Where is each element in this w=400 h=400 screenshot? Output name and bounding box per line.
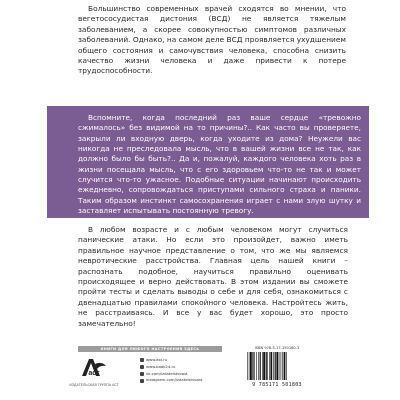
barcode-digits: 9 785171 501803 (252, 382, 302, 388)
contact-text: instagram.com/izdatelstvoast (146, 377, 203, 383)
contacts-list (140, 357, 220, 384)
contact-item[interactable] (140, 377, 220, 384)
web-icon (140, 365, 144, 369)
vk-icon (140, 372, 144, 376)
series-bar-text: КНИГИ ДЛЯ ЛЮБОГО НАСТРОЕНИЯ ЗДЕСЬ (100, 347, 200, 351)
intro-paragraph: Большинство современных врачей сходятся во мнении, что вегетососудистая дистония (ВСД) не является тяжелым заболеванием, а скорее совокупностью симптомов различных заболеваний. Однако, на самом деле ВСД проявляется ухудшением общего состояния и самочувствия человека, способна снизить качество жизни человека и даже привести к потере трудоспособности. (78, 4, 346, 76)
closing-paragraph: В любом возрасте и с любым человеком могут случиться панические атаки. Но если это произойдет, важно иметь правильное научное представление о том, что же мы являемся невротические расстройства. Главная цель нашей книги – распознать подобное, научиться правильно оценивать происходящее и верно действовать. В этом издании вы сможете пройти тесты и сделать выводы о себе и для себя, ознакомиться с двенадцатью правилами спокойного человека. Настройтесь жить, не расстраиваясь. И все у вас будет хорошо, это просто замечательно! (78, 225, 348, 328)
logo-text: аст (88, 370, 100, 377)
barcode (244, 351, 310, 381)
contact-text: www.ast.ru (146, 357, 168, 362)
globe-icon (140, 358, 144, 362)
contact-item[interactable] (140, 371, 220, 378)
contact-text: www.book24.ru (146, 363, 176, 369)
contact-item[interactable] (140, 357, 220, 364)
isbn-text: ISBN 978-5-17-150180-3 (254, 346, 300, 350)
contact-item[interactable] (140, 364, 220, 371)
instagram-icon (140, 379, 144, 383)
publisher-name: ИЗДАТЕЛЬСКАЯ ГРУППА АСТ (69, 383, 119, 387)
publisher-logo (80, 356, 108, 378)
series-bar (78, 346, 222, 352)
highlight-text: Вспомните, когда последний раз ваше сердце «тревожно сжималось» без видимой на то причины?.. Как часто вы проверяете, закрыли ли входную дверь, когда уходите из дома? Неужели вас никогда не преследовала мысль, что в вашей жизни все не так, как должно было бы быть?.. Да и, пожалуй, каждого человека хоть раз в жизни посещала мысль, что с его здоровьем что-то не так и может случится что-то ужасное. Подобные ситуации начинают происходить ежедневно, сопровождаться приступами сильного страха и паники. Таким образом инстинкт самосохранения играет с нами злую шутку и заставляет испытывать постоянную тревогу. (78, 113, 361, 216)
highlight-box (47, 106, 369, 218)
contact-text: vk.com/izdatelstvoast (146, 370, 188, 376)
